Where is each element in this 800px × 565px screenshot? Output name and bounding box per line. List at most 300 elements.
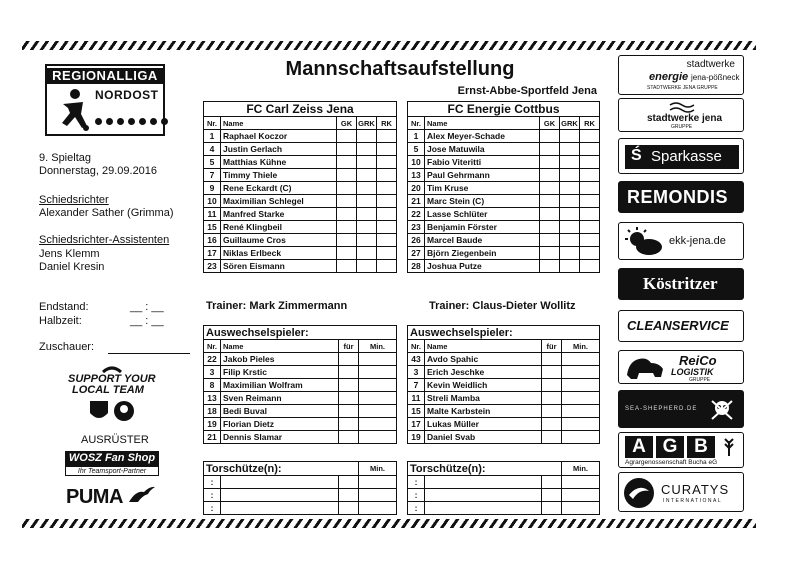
player-name: Avdo Spahic [425,353,542,366]
scorer-row[interactable]: : [408,489,600,502]
blank-cell[interactable] [377,234,397,247]
sea-shepherd-logo [618,390,744,428]
blank-cell[interactable] [359,405,397,418]
blank-cell[interactable] [560,130,580,143]
blank-cell[interactable] [357,143,377,156]
player-name: Kevin Weidlich [425,379,542,392]
player-name: Marcel Baude [425,234,540,247]
puma-text: PUMA [66,486,123,508]
blank-cell[interactable] [339,392,359,405]
player-number: 18 [204,405,221,418]
blank-cell[interactable] [542,366,562,379]
home-subs-table [203,325,397,444]
player-name: Guillaume Cros [221,234,337,247]
player-name: Maximilian Wolfram [221,379,339,392]
player-number: 1 [408,130,425,143]
sponsor-text: LOGISTIK [671,367,714,377]
sponsor-text: ekk-jena.de [669,235,726,247]
club-crests-icon [88,399,136,423]
player-row [204,130,397,143]
blank-cell[interactable] [377,169,397,182]
player-name: Timmy Thiele [221,169,337,182]
player-number: 15 [408,405,425,418]
player-number: 5 [204,156,221,169]
blank-cell[interactable] [580,260,600,273]
blank-cell[interactable] [357,221,377,234]
league-logo-line2: NORDOST [95,88,159,102]
player-number: 15 [204,221,221,234]
blank-cell[interactable] [377,130,397,143]
player-row [408,405,600,418]
blank-cell[interactable] [357,156,377,169]
player-number: 13 [408,169,425,182]
curatys-logo [618,472,744,512]
blank-cell[interactable] [540,208,560,221]
halbzeit-score-field[interactable]: __ : __ [130,315,164,327]
player-number: 43 [408,353,425,366]
player-row [408,392,600,405]
blank-cell[interactable] [560,143,580,156]
away-scorers-label: Torschütze(n): [408,462,562,476]
curatys-swirl-icon [623,477,655,509]
player-number: 7 [408,379,425,392]
blank-cell[interactable] [377,195,397,208]
player-row [204,221,397,234]
scorer-row[interactable]: : [204,489,397,502]
ekk-jena-logo [618,222,744,260]
player-number: 21 [408,195,425,208]
blank-cell[interactable] [560,234,580,247]
col-rk: RK [580,117,600,130]
zuschauer-label: Zuschauer: [39,341,95,353]
player-row [204,418,397,431]
home-scorers-table [203,461,397,515]
blank-cell[interactable] [337,143,357,156]
player-row [204,247,397,260]
player-row [204,379,397,392]
player-name: Rene Eckardt (C) [221,182,337,195]
player-name: Jose Matuwila [425,143,540,156]
player-row [204,234,397,247]
fanshop-sub: Ihr Teamsport-Partner [65,466,159,476]
blank-cell[interactable] [337,260,357,273]
player-row [408,431,600,444]
player-name: Benjamin Förster [425,221,540,234]
player-name: Björn Ziegenbein [425,247,540,260]
player-number: 3 [408,366,425,379]
blank-cell[interactable] [580,208,600,221]
player-name: Bedi Buval [221,405,339,418]
player-row [408,260,600,273]
venue: Ernst-Abbe-Sportfeld Jena [457,85,597,97]
player-number: 19 [408,431,425,444]
blank-cell[interactable] [562,366,600,379]
blank-cell[interactable] [540,143,560,156]
blank-cell[interactable] [337,169,357,182]
stadtwerke-energie-logo [618,55,744,95]
blank-cell[interactable] [562,405,600,418]
player-name: Dennis Slamar [221,431,339,444]
player-row [204,169,397,182]
blank-cell[interactable] [357,208,377,221]
player-row [408,247,600,260]
player-row [204,392,397,405]
col-grk: GRK [561,118,578,128]
player-number: 21 [204,431,221,444]
player-name: Sören Eismann [221,260,337,273]
player-row [204,260,397,273]
blank-cell[interactable] [357,169,377,182]
player-name: Maximilian Schlegel [221,195,337,208]
scorer-row[interactable]: : [408,476,600,489]
player-name: Justin Gerlach [221,143,337,156]
player-row [408,195,600,208]
football-player-icon [53,86,93,132]
blank-cell[interactable] [377,208,397,221]
player-number: 22 [204,353,221,366]
sparkasse-band [625,145,739,169]
home-scorers-label: Torschütze(n): [204,462,359,476]
assistants-label: Schiedsrichter-Assistenten [39,234,170,246]
player-name: Matthias Kühne [221,156,337,169]
blank-cell[interactable] [540,260,560,273]
league-logo-dots [95,118,168,125]
home-lineup-table [203,101,397,273]
player-row [204,143,397,156]
blank-cell[interactable] [339,353,359,366]
player-name: Lukas Müller [425,418,542,431]
sparkasse-s-icon: Ś [631,147,642,164]
halbzeit-label: Halbzeit: [39,315,82,327]
blank-cell[interactable] [562,379,600,392]
blank-cell[interactable] [377,156,397,169]
col-rk: RK [377,117,397,130]
player-number: 19 [204,418,221,431]
sponsor-text: ReiCo [679,353,717,368]
player-name: Malte Karbstein [425,405,542,418]
blank-cell[interactable] [560,221,580,234]
endstand-label: Endstand: [39,301,89,313]
blank-cell[interactable] [339,366,359,379]
blank-cell[interactable] [580,182,600,195]
cleanservice-logo [618,310,744,342]
sponsor-text: Köstritzer [643,274,718,293]
support-your-local-team-logo [66,364,158,424]
blank-cell[interactable] [339,418,359,431]
matchday: 9. Spieltag [39,152,91,164]
player-row [408,143,600,156]
blank-cell[interactable] [359,392,397,405]
player-number: 10 [204,195,221,208]
blank-cell[interactable] [580,169,600,182]
sun-cloud-icon [623,227,663,257]
blank-cell[interactable] [339,379,359,392]
player-number: 27 [408,247,425,260]
blank-cell[interactable] [562,353,600,366]
puma-cat-icon [128,484,156,506]
blank-cell[interactable] [359,379,397,392]
player-row [408,221,600,234]
blank-cell[interactable] [357,195,377,208]
sponsor-text: CURATYS [661,482,730,497]
blank-cell[interactable] [377,247,397,260]
support-line1: SUPPORT YOUR [68,373,156,385]
player-row [204,366,397,379]
player-row [204,195,397,208]
player-name: Florian Dietz [221,418,339,431]
blank-cell[interactable] [357,260,377,273]
puma-logo [66,484,158,510]
player-number: 17 [408,418,425,431]
blank-cell[interactable] [580,195,600,208]
blank-cell[interactable] [359,366,397,379]
koestritzer-logo [618,268,744,300]
home-subs-label: Auswechselspieler: [204,326,397,340]
blank-cell[interactable] [542,379,562,392]
wheat-icon [719,437,739,457]
referee-name: Alexander Sather (Grimma) [39,207,174,219]
col-name: Name [221,117,337,130]
col-fuer: für [542,340,562,353]
sponsor-text: jena-pößneck [691,73,740,82]
blank-cell[interactable] [357,182,377,195]
sponsor-text: Sparkasse [651,148,722,165]
blank-cell[interactable] [337,247,357,260]
agb-logo [618,432,744,468]
player-row [408,379,600,392]
blank-cell[interactable] [542,405,562,418]
blank-cell[interactable] [560,182,580,195]
blank-cell[interactable] [337,208,357,221]
player-number: 3 [204,366,221,379]
top-hatch-border [22,41,756,50]
blank-cell[interactable] [540,195,560,208]
player-row [408,182,600,195]
sponsor-text: stadtwerke jena [647,113,723,124]
agb-letters: A G B [625,436,715,458]
player-row [408,130,600,143]
sponsor-text: GRUPPE [689,377,711,383]
sponsor-text: INTERNATIONAL [663,498,723,504]
lion-icon [625,355,665,381]
player-name: Manfred Starke [221,208,337,221]
col-min: Min. [562,462,600,476]
col-gk: GK [337,117,357,130]
col-nr: Nr. [204,340,221,353]
blank-cell[interactable] [357,234,377,247]
blank-cell[interactable] [542,353,562,366]
col-nr: Nr. [408,340,425,353]
scorer-row[interactable]: : [204,476,397,489]
blank-cell[interactable] [540,182,560,195]
player-name: Streli Mamba [425,392,542,405]
waves-icon [669,101,695,113]
sponsor-text: SEA-SHEPHERD.DE [625,406,698,412]
blank-cell[interactable] [377,221,397,234]
col-nr: Nr. [204,117,221,130]
player-name: Daniel Svab [425,431,542,444]
blank-cell[interactable] [337,195,357,208]
player-name: Filip Krstic [221,366,339,379]
blank-cell[interactable] [377,260,397,273]
player-name: Joshua Putze [425,260,540,273]
player-number: 4 [204,143,221,156]
blank-cell[interactable] [339,431,359,444]
player-row [204,405,397,418]
blank-cell[interactable] [337,156,357,169]
col-grk: GRK [358,118,375,128]
home-trainer: Trainer: Mark Zimmermann [206,300,348,312]
sponsor-text: stadtwerke [686,59,735,70]
blank-cell[interactable] [540,247,560,260]
blank-cell[interactable] [542,418,562,431]
blank-cell[interactable] [580,156,600,169]
stadtwerke-jena-logo [618,98,744,132]
blank-cell[interactable] [562,392,600,405]
blank-cell[interactable] [357,130,377,143]
player-name: Alex Meyer-Schade [425,130,540,143]
player-number: 10 [408,156,425,169]
player-name: Marc Stein (C) [425,195,540,208]
blank-cell[interactable] [540,130,560,143]
sponsor-text: STADTWERKE JENA GRUPPE [647,85,718,91]
blank-cell[interactable] [359,431,397,444]
away-lineup-table [407,101,600,273]
player-number: 23 [204,260,221,273]
zuschauer-field[interactable] [108,353,190,354]
player-name: Erich Jeschke [425,366,542,379]
player-row [408,208,600,221]
player-number: 11 [408,392,425,405]
player-name: Niklas Erlbeck [221,247,337,260]
bottom-hatch-border [22,519,756,528]
blank-cell[interactable] [580,247,600,260]
wosz-fanshop-logo [65,451,159,477]
away-scorers-table [407,461,600,515]
sponsor-text: CLEANSERVICE [627,318,729,333]
player-row [204,353,397,366]
remondis-logo [618,181,744,213]
player-row [204,431,397,444]
blank-cell[interactable] [377,143,397,156]
col-gk: GK [540,117,560,130]
player-name: Jakob Pieles [221,353,339,366]
col-nr: Nr. [408,117,425,130]
player-name: Raphael Koczor [221,130,337,143]
blank-cell[interactable] [560,156,580,169]
player-name: Paul Gehrmann [425,169,540,182]
assistant-1: Jens Klemm [39,248,100,260]
player-row [204,208,397,221]
blank-cell[interactable] [359,418,397,431]
player-number: 13 [204,392,221,405]
support-line2: LOCAL TEAM [72,384,144,396]
col-name: Name [425,340,542,353]
away-trainer: Trainer: Claus-Dieter Wollitz [429,300,576,312]
col-min: Min. [562,340,600,353]
skull-icon [709,397,735,423]
blank-cell[interactable] [540,234,560,247]
player-number: 11 [204,208,221,221]
away-team-name: FC Energie Cottbus [408,102,600,117]
ausruester-label: AUSRÜSTER [81,434,149,446]
blank-cell[interactable] [337,234,357,247]
player-name: Tim Kruse [425,182,540,195]
blank-cell[interactable] [357,247,377,260]
away-subs-table [407,325,600,444]
blank-cell[interactable] [540,169,560,182]
blank-cell[interactable] [580,221,600,234]
player-row [204,182,397,195]
blank-cell[interactable] [540,221,560,234]
scorer-row[interactable]: : [204,502,397,515]
player-number: 28 [408,260,425,273]
sponsor-text: REMONDIS [627,187,729,207]
player-number: 26 [408,234,425,247]
player-name: Sven Reimann [221,392,339,405]
blank-cell[interactable] [562,418,600,431]
blank-cell[interactable] [560,208,580,221]
blank-cell[interactable] [560,169,580,182]
col-name: Name [221,340,339,353]
blank-cell[interactable] [540,156,560,169]
player-number: 7 [204,169,221,182]
col-fuer: für [339,340,359,353]
col-min: Min. [359,340,397,353]
match-date: Donnerstag, 29.09.2016 [39,165,158,177]
player-row [408,418,600,431]
blank-cell[interactable] [580,234,600,247]
player-number: 23 [408,221,425,234]
col-name: Name [425,117,540,130]
blank-cell[interactable] [359,353,397,366]
home-team-name: FC Carl Zeiss Jena [204,102,397,117]
blank-cell[interactable] [560,247,580,260]
reico-logistik-logo [618,350,744,384]
page-title: Mannschaftsaufstellung [285,58,515,80]
blank-cell[interactable] [339,405,359,418]
player-name: Fabio Viteritti [425,156,540,169]
player-row [204,156,397,169]
player-number: 22 [408,208,425,221]
blank-cell[interactable] [542,392,562,405]
blank-cell[interactable] [560,195,580,208]
sponsor-text: GRUPPE [671,124,693,130]
player-number: 20 [408,182,425,195]
sponsor-text: energie [649,71,689,83]
away-subs-label: Auswechselspieler: [408,326,600,340]
league-logo-line1: REGIONALLIGA [47,68,163,84]
player-name: René Klingbeil [221,221,337,234]
blank-cell[interactable] [337,130,357,143]
player-number: 1 [204,130,221,143]
blank-cell[interactable] [337,221,357,234]
col-min: Min. [359,462,397,476]
blank-cell[interactable] [377,182,397,195]
blank-cell[interactable] [337,182,357,195]
blank-cell[interactable] [560,260,580,273]
player-row [408,234,600,247]
blank-cell[interactable] [542,431,562,444]
regionalliga-nordost-logo [45,64,165,136]
endstand-score-field[interactable]: __ : __ [130,301,164,313]
blank-cell[interactable] [562,431,600,444]
blank-cell[interactable] [580,143,600,156]
player-row [408,169,600,182]
sponsor-text: Agrargenossenschaft Bucha eG [625,459,718,466]
blank-cell[interactable] [580,130,600,143]
scorer-row[interactable]: : [408,502,600,515]
